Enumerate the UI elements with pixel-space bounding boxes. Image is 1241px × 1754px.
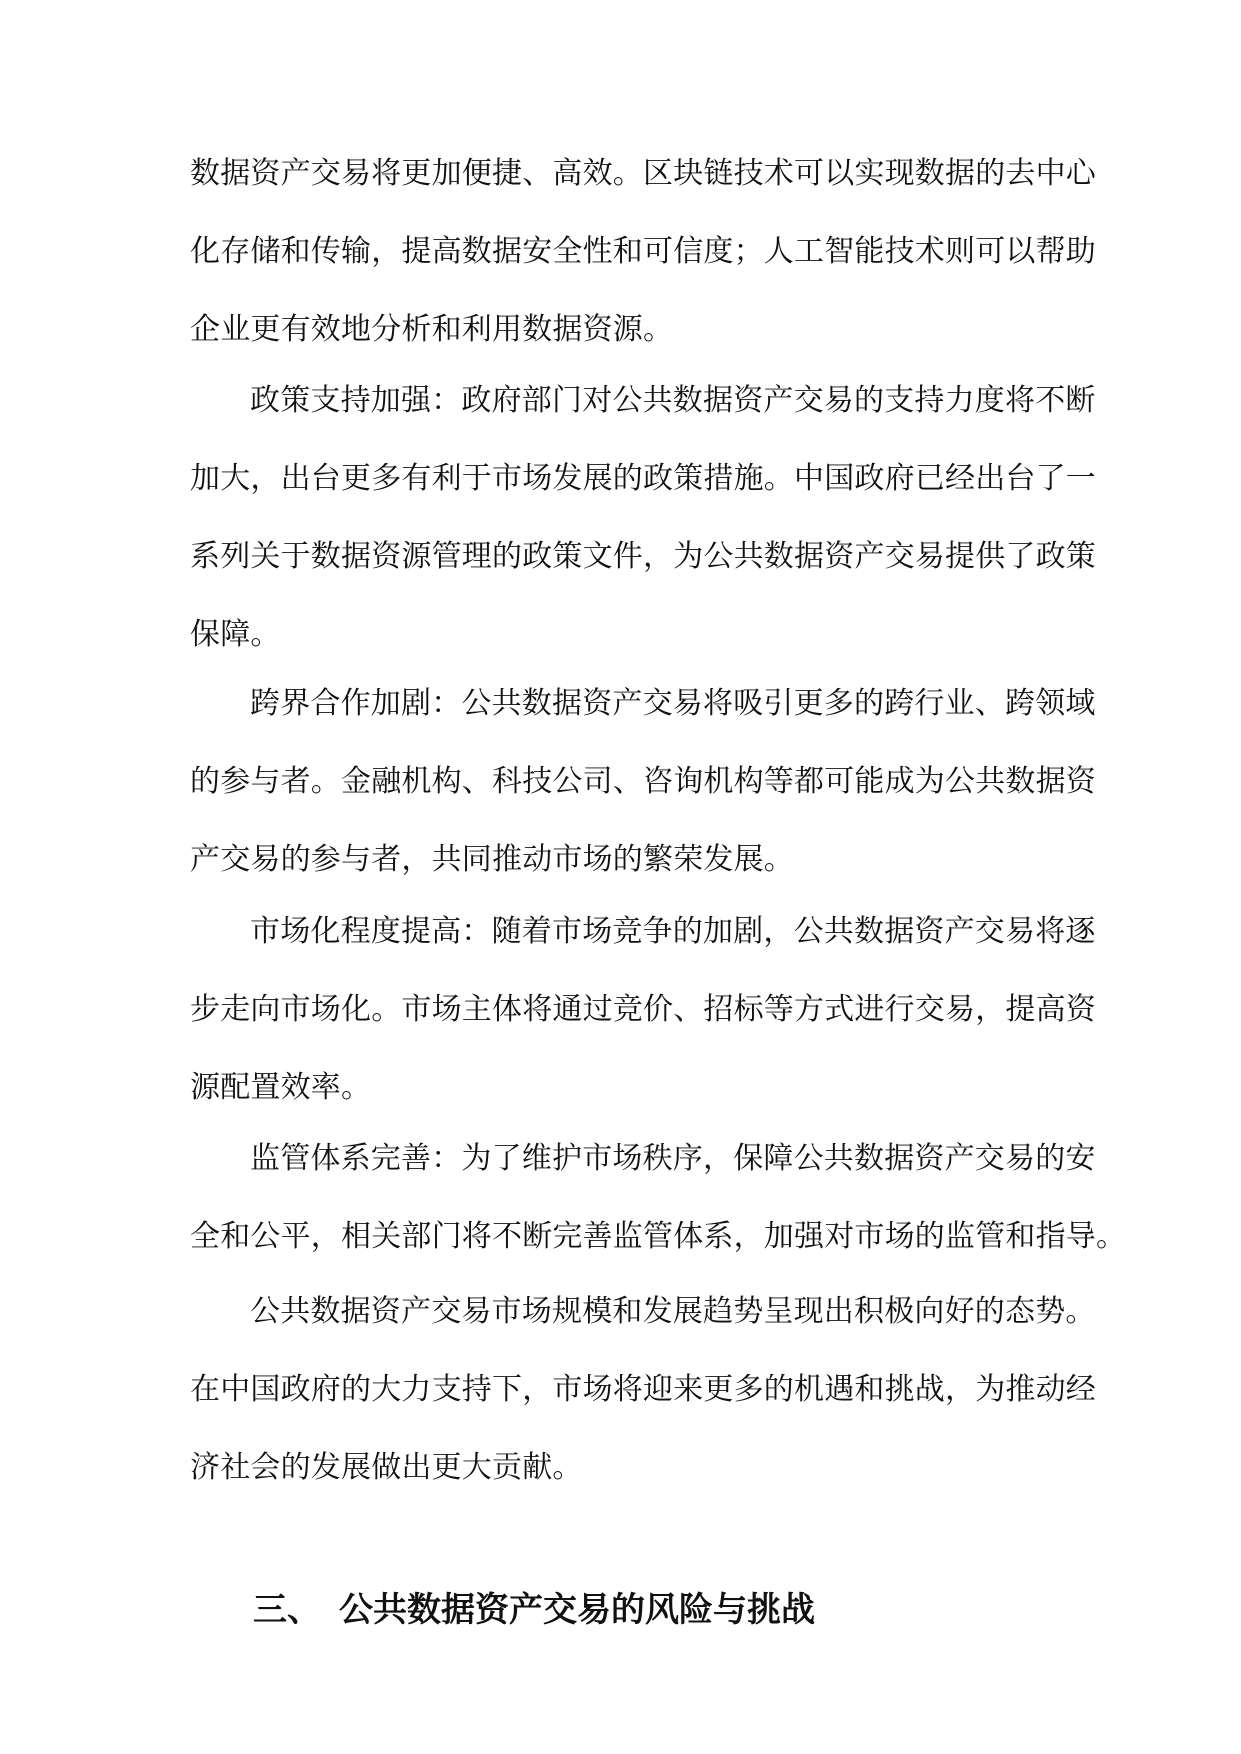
text-line: 系列关于数据资源管理的政策文件，为公共数据资产交易提供了政策 bbox=[190, 539, 1096, 574]
text-line: 加大，出台更多有利于市场发展的政策措施。中国政府已经出台了一 bbox=[190, 461, 1096, 496]
text-line: 企业更有效地分析和利用数据资源。 bbox=[190, 312, 674, 347]
text-line: 在中国政府的大力支持下，市场将迎来更多的机遇和挑战，为推动经 bbox=[190, 1372, 1096, 1407]
text-line: 济社会的发展做出更大贡献。 bbox=[190, 1450, 583, 1485]
paragraph-cross-border-cooperation bbox=[190, 665, 1096, 899]
text-line: 公共数据资产交易市场规模和发展趋势呈现出积极向好的态势。 bbox=[250, 1294, 1096, 1329]
text-line: 产交易的参与者，共同推动市场的繁荣发展。 bbox=[190, 842, 794, 877]
paragraph-marketization bbox=[190, 893, 1096, 1127]
paragraph-regulation bbox=[190, 1120, 1127, 1276]
text-line: 市场化程度提高：随着市场竞争的加剧，公共数据资产交易将逐 bbox=[250, 914, 1096, 949]
text-line: 源配置效率。 bbox=[190, 1070, 372, 1105]
text-line: 的参与者。金融机构、科技公司、咨询机构等都可能成为公共数据资 bbox=[190, 764, 1096, 799]
text-line: 步走向市场化。市场主体将通过竞价、招标等方式进行交易，提高资 bbox=[190, 992, 1096, 1027]
text-line: 保障。 bbox=[190, 617, 281, 652]
text-line: 监管体系完善：为了维护市场秩序，保障公共数据资产交易的安 bbox=[250, 1141, 1096, 1176]
text-line: 数据资产交易将更加便捷、高效。区块链技术可以实现数据的去中心 bbox=[190, 156, 1096, 191]
text-line: 全和公平，相关部门将不断完善监管体系，加强对市场的监管和指导。 bbox=[190, 1219, 1127, 1254]
text-line: 跨界合作加剧：公共数据资产交易将吸引更多的跨行业、跨领域 bbox=[250, 686, 1096, 721]
section-title: 公共数据资产交易的风险与挑战 bbox=[339, 1590, 815, 1630]
paragraph-policy-support bbox=[190, 362, 1096, 674]
section-heading bbox=[253, 1585, 815, 1635]
section-number: 三、 bbox=[253, 1590, 321, 1630]
paragraph-summary bbox=[190, 1273, 1096, 1507]
text-line: 政策支持加强：政府部门对公共数据资产交易的支持力度将不断 bbox=[250, 383, 1096, 418]
text-line: 化存储和传输，提高数据安全性和可信度；人工智能技术则可以帮助 bbox=[190, 234, 1096, 269]
paragraph-tech-trend bbox=[190, 135, 1096, 369]
